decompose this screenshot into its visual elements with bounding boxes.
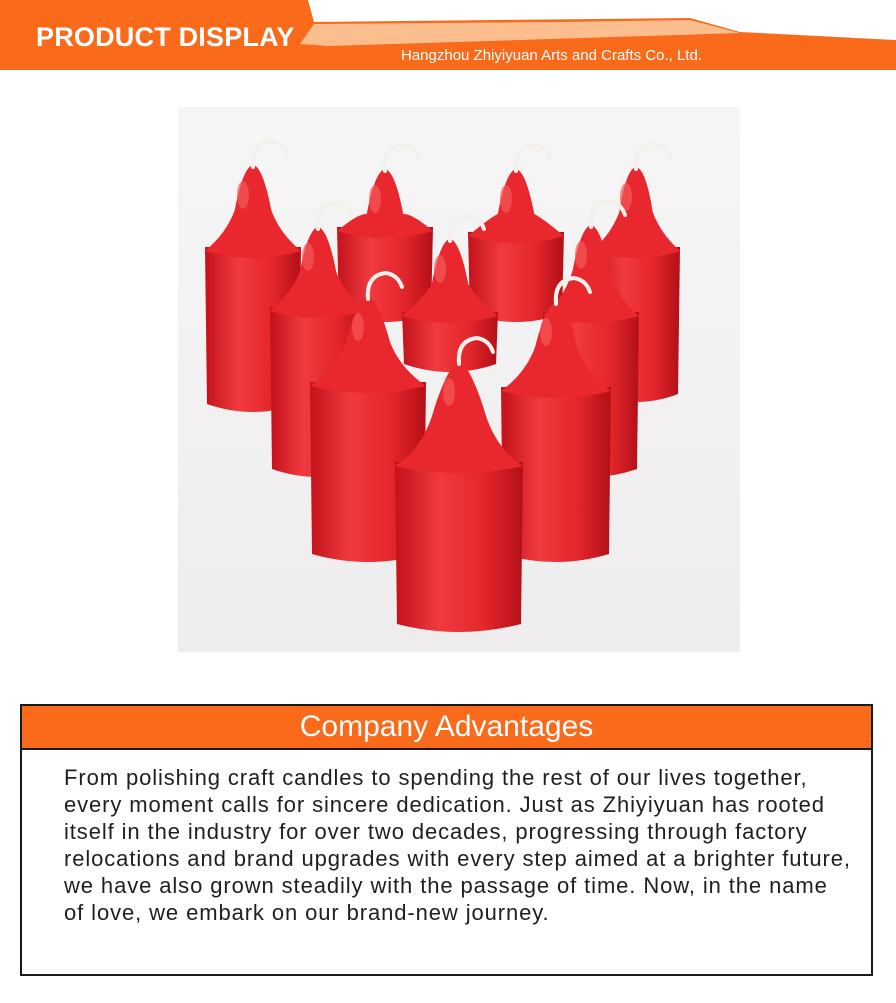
product-photo [178,107,740,652]
company-advantages-panel [20,704,873,976]
page-title: PRODUCT DISPLAY [36,22,295,52]
advantages-text: From polishing craft candles to spending the rest of our lives together, every moment calls for sincere dedication. Just as Zhiyiyuan has rooted itself in the industry for over two decades, progressing through factory relocations and brand upgrades with every step aimed at a brighter future, we have also grown steadily with the passage of time. Now, in the name of love, we embark on our brand-new journey. [64,765,851,925]
advantages-heading: Company Advantages [22,706,871,750]
candle-illustration [178,107,740,652]
company-name: Hangzhou Zhiyiyuan Arts and Crafts Co., Ltd. [401,47,702,64]
header-banner [0,0,896,72]
